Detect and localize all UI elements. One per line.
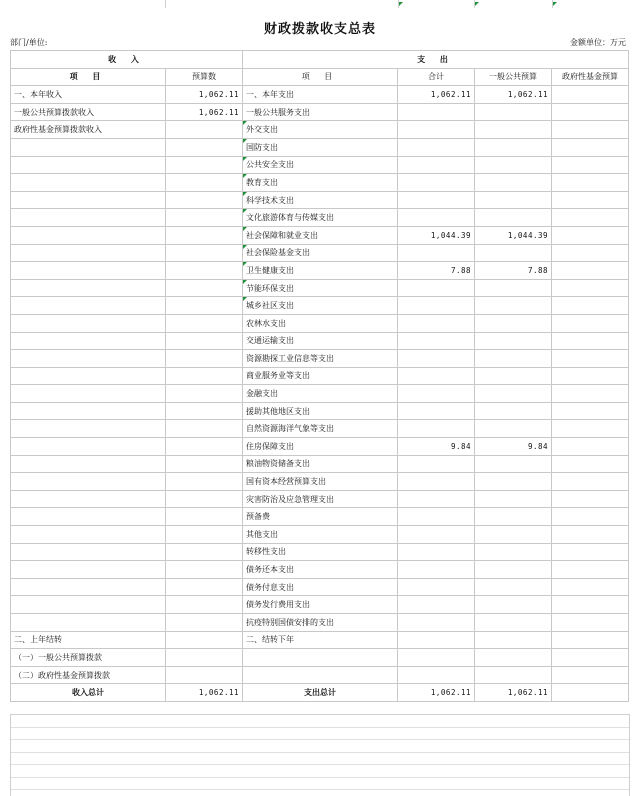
expense-total-value: 1,062.11 [398,684,475,702]
table-row [11,297,629,315]
table-row [11,666,629,684]
expense-general-cell [475,367,552,385]
income-item-cell [11,508,166,526]
expense-section-header: 支 出 [243,51,629,69]
expense-general-cell: 9.84 [475,438,552,456]
expense-total-cell [398,614,475,632]
column-header-row [11,68,629,86]
income-budget-cell [166,191,243,209]
income-item-cell [11,543,166,561]
expense-general-cell [475,314,552,332]
expense-item-cell: 文化旅游体育与传媒支出 [243,209,398,227]
expense-fund-cell [552,614,629,632]
expense-fund-cell [552,473,629,491]
report-title: 财政拨款收支总表 [263,22,376,37]
expense-item-cell: 金融支出 [243,385,398,403]
expense-total-cell [398,121,475,139]
expense-total-cell: 9.84 [398,438,475,456]
expense-fund-cell [552,191,629,209]
expense-total-cell [398,508,475,526]
amount-unit-label: 金额单位：万元 [570,38,626,47]
expense-total-cell [398,578,475,596]
table-row [11,332,629,350]
income-item-cell: （二）政府性基金预算拨款 [11,666,166,684]
expense-total-cell [398,191,475,209]
expense-general-cell [475,385,552,403]
expense-fund-cell [552,332,629,350]
expense-total-cell [398,473,475,491]
income-item-cell: 一、本年收入 [11,86,166,104]
income-budget-cell [166,596,243,614]
expense-item-cell: 城乡社区支出 [243,297,398,315]
expense-item-cell: 二、结转下年 [243,631,398,649]
expense-general-cell [475,473,552,491]
expense-total-cell: 1,044.39 [398,226,475,244]
expense-item-cell: 转移性支出 [243,543,398,561]
expense-item-cell [243,666,398,684]
income-budget-cell [166,314,243,332]
expense-fund-cell [552,279,629,297]
income-item-cell [11,490,166,508]
income-budget-cell [166,156,243,174]
expense-fund-cell [552,350,629,368]
expense-total-cell [398,402,475,420]
income-budget-cell [166,631,243,649]
income-item-cell: （一）一般公共预算拨款 [11,649,166,667]
expense-fund-cell [552,666,629,684]
expense-fund-cell [552,578,629,596]
income-item-cell [11,455,166,473]
income-item-cell [11,174,166,192]
expense-general-cell [475,455,552,473]
table-row [11,226,629,244]
expense-item-cell: 商业服务业等支出 [243,367,398,385]
expense-total-cell [398,103,475,121]
table-row [11,473,629,491]
income-item-cell [11,526,166,544]
expense-total-cell [398,455,475,473]
expense-fund-cell [552,402,629,420]
income-budget-cell [166,543,243,561]
expense-fund-header: 政府性基金预算 [552,68,629,86]
table-row [11,103,629,121]
table-row [11,121,629,139]
income-item-cell [11,614,166,632]
expense-item-cell: 资源勘探工业信息等支出 [243,350,398,368]
expense-total-cell [398,561,475,579]
income-total-label: 收入总计 [11,684,166,702]
expense-total-cell: 1,062.11 [398,86,475,104]
expense-total-cell [398,138,475,156]
budget-summary-table [10,50,629,702]
expense-general-cell: 1,044.39 [475,226,552,244]
income-item-cell [11,244,166,262]
expense-general-cell [475,490,552,508]
expense-total-label: 支出总计 [243,684,398,702]
expense-total-cell [398,526,475,544]
cell-comment-marker [553,2,557,6]
table-row [11,402,629,420]
income-item-cell [11,385,166,403]
expense-general-cell [475,103,552,121]
income-budget-cell [166,244,243,262]
expense-general-header: 一般公共预算 [475,68,552,86]
income-item-header: 项 目 [11,68,166,86]
income-item-cell [11,561,166,579]
expense-total-cell [398,367,475,385]
expense-fund-cell [552,420,629,438]
income-total-value: 1,062.11 [166,684,243,702]
table-row [11,631,629,649]
expense-general-cell [475,666,552,684]
expense-item-cell: 交通运输支出 [243,332,398,350]
expense-total-cell [398,350,475,368]
table-row [11,156,629,174]
table-row [11,490,629,508]
expense-fund-cell [552,138,629,156]
table-row [11,596,629,614]
expense-general-cell [475,174,552,192]
expense-general-cell [475,578,552,596]
income-budget-cell [166,578,243,596]
expense-fund-total-value [552,684,629,702]
income-budget-cell [166,367,243,385]
section-header-row [11,51,629,69]
income-item-cell: 一般公共预算拨款收入 [11,103,166,121]
income-budget-cell [166,526,243,544]
income-item-cell [11,226,166,244]
expense-general-cell [475,156,552,174]
expense-item-cell: 社会保险基金支出 [243,244,398,262]
expense-item-cell: 灾害防治及应急管理支出 [243,490,398,508]
expense-fund-cell [552,297,629,315]
expense-item-cell: 其他支出 [243,526,398,544]
table-row [11,279,629,297]
expense-general-cell [475,420,552,438]
expense-item-cell: 预备费 [243,508,398,526]
expense-fund-cell [552,508,629,526]
expense-total-cell: 7.88 [398,262,475,280]
expense-item-cell: 教育支出 [243,174,398,192]
expense-fund-cell [552,543,629,561]
income-budget-cell [166,614,243,632]
income-budget-cell [166,402,243,420]
expense-general-cell [475,596,552,614]
expense-item-cell [243,649,398,667]
expense-general-cell: 7.88 [475,262,552,280]
expense-total-cell [398,209,475,227]
table-row [11,138,629,156]
expense-item-cell: 外交支出 [243,121,398,139]
income-item-cell [11,350,166,368]
table-row [11,649,629,667]
expense-fund-cell [552,103,629,121]
income-item-cell: 政府性基金预算拨款收入 [11,121,166,139]
expense-fund-cell [552,314,629,332]
expense-fund-cell [552,174,629,192]
expense-fund-cell [552,490,629,508]
expense-item-cell: 社会保障和就业支出 [243,226,398,244]
table-row [11,526,629,544]
expense-item-cell: 债务付息支出 [243,578,398,596]
table-row [11,578,629,596]
expense-item-cell: 一、本年支出 [243,86,398,104]
income-budget-cell [166,508,243,526]
income-item-cell [11,138,166,156]
expense-general-cell [475,209,552,227]
income-budget-cell [166,262,243,280]
income-section-header: 收 入 [11,51,243,69]
department-label: 部门/单位: [10,38,48,47]
expense-item-cell: 抗疫特别国债安排的支出 [243,614,398,632]
income-item-cell [11,332,166,350]
income-budget-cell [166,438,243,456]
expense-general-cell [475,350,552,368]
expense-fund-cell [552,649,629,667]
expense-total-cell [398,631,475,649]
expense-fund-cell [552,438,629,456]
expense-fund-cell [552,367,629,385]
expense-general-total-value: 1,062.11 [475,684,552,702]
income-budget-cell [166,138,243,156]
income-item-cell [11,578,166,596]
expense-total-cell [398,332,475,350]
expense-item-cell: 一般公共服务支出 [243,103,398,121]
income-budget-cell [166,666,243,684]
table-row [11,86,629,104]
expense-fund-cell [552,156,629,174]
expense-fund-cell [552,244,629,262]
income-item-cell: 二、上年结转 [11,631,166,649]
expense-fund-cell [552,596,629,614]
income-item-cell [11,156,166,174]
expense-total-cell [398,666,475,684]
income-budget-cell [166,649,243,667]
expense-general-cell [475,279,552,297]
expense-general-cell [475,191,552,209]
table-row [11,438,629,456]
income-item-cell [11,473,166,491]
expense-item-cell: 农林水支出 [243,314,398,332]
expense-fund-cell [552,385,629,403]
income-item-cell [11,367,166,385]
expense-total-cell [398,649,475,667]
expense-general-cell: 1,062.11 [475,86,552,104]
income-item-cell [11,402,166,420]
table-row [11,174,629,192]
expense-general-cell [475,543,552,561]
expense-fund-cell [552,455,629,473]
expense-fund-cell [552,209,629,227]
income-budget-cell [166,279,243,297]
expense-item-cell: 住房保障支出 [243,438,398,456]
expense-total-cell [398,244,475,262]
spreadsheet-top-gridlines [0,0,640,14]
expense-general-cell [475,138,552,156]
expense-total-cell [398,279,475,297]
expense-fund-cell [552,631,629,649]
expense-general-cell [475,121,552,139]
income-budget-cell [166,174,243,192]
income-budget-cell [166,561,243,579]
expense-item-cell: 科学技术支出 [243,191,398,209]
income-budget-cell [166,297,243,315]
table-row [11,244,629,262]
table-row [11,508,629,526]
income-budget-cell [166,455,243,473]
table-row [11,209,629,227]
expense-general-cell [475,526,552,544]
income-item-cell [11,596,166,614]
income-budget-cell [166,226,243,244]
expense-fund-cell [552,226,629,244]
income-item-cell [11,438,166,456]
table-row [11,614,629,632]
table-row [11,367,629,385]
expense-general-cell [475,649,552,667]
table-row [11,561,629,579]
income-item-cell [11,262,166,280]
income-item-cell [11,420,166,438]
table-row [11,262,629,280]
table-row [11,191,629,209]
expense-item-cell: 国防支出 [243,138,398,156]
income-budget-cell [166,209,243,227]
income-budget-cell: 1,062.11 [166,86,243,104]
expense-general-cell [475,614,552,632]
expense-total-cell [398,174,475,192]
expense-item-cell: 粮油物资储备支出 [243,455,398,473]
income-item-cell [11,191,166,209]
expense-fund-cell [552,121,629,139]
expense-fund-cell [552,86,629,104]
cell-comment-marker [399,2,403,6]
expense-fund-cell [552,262,629,280]
expense-total-cell [398,156,475,174]
income-budget-cell [166,332,243,350]
expense-item-cell: 债务还本支出 [243,561,398,579]
expense-general-cell [475,508,552,526]
income-item-cell [11,279,166,297]
table-row [11,385,629,403]
expense-total-cell [398,297,475,315]
expense-general-cell [475,561,552,579]
expense-total-cell [398,596,475,614]
expense-item-cell: 公共安全支出 [243,156,398,174]
expense-general-cell [475,631,552,649]
expense-general-cell [475,244,552,262]
table-row [11,350,629,368]
expense-item-cell: 节能环保支出 [243,279,398,297]
income-budget-cell [166,350,243,368]
expense-fund-cell [552,561,629,579]
income-budget-header: 预算数 [166,68,243,86]
income-item-cell [11,297,166,315]
expense-fund-cell [552,526,629,544]
expense-total-cell [398,490,475,508]
expense-general-cell [475,402,552,420]
expense-item-cell: 援助其他地区支出 [243,402,398,420]
expense-total-cell [398,543,475,561]
expense-general-cell [475,332,552,350]
table-row [11,543,629,561]
table-row [11,314,629,332]
expense-item-header: 项 目 [243,68,398,86]
income-budget-cell [166,385,243,403]
totals-row [11,684,629,702]
empty-spreadsheet-area [10,714,630,796]
expense-item-cell: 卫生健康支出 [243,262,398,280]
expense-general-cell [475,297,552,315]
table-row [11,420,629,438]
income-budget-cell: 1,062.11 [166,103,243,121]
expense-total-header: 合计 [398,68,475,86]
income-budget-cell [166,420,243,438]
income-item-cell [11,314,166,332]
table-row [11,455,629,473]
income-item-cell [11,209,166,227]
income-budget-cell [166,473,243,491]
expense-total-cell [398,385,475,403]
cell-comment-marker [475,2,479,6]
income-budget-cell [166,490,243,508]
expense-total-cell [398,314,475,332]
expense-item-cell: 国有资本经营预算支出 [243,473,398,491]
expense-item-cell: 债务发行费用支出 [243,596,398,614]
expense-item-cell: 自然资源海洋气象等支出 [243,420,398,438]
expense-total-cell [398,420,475,438]
income-budget-cell [166,121,243,139]
